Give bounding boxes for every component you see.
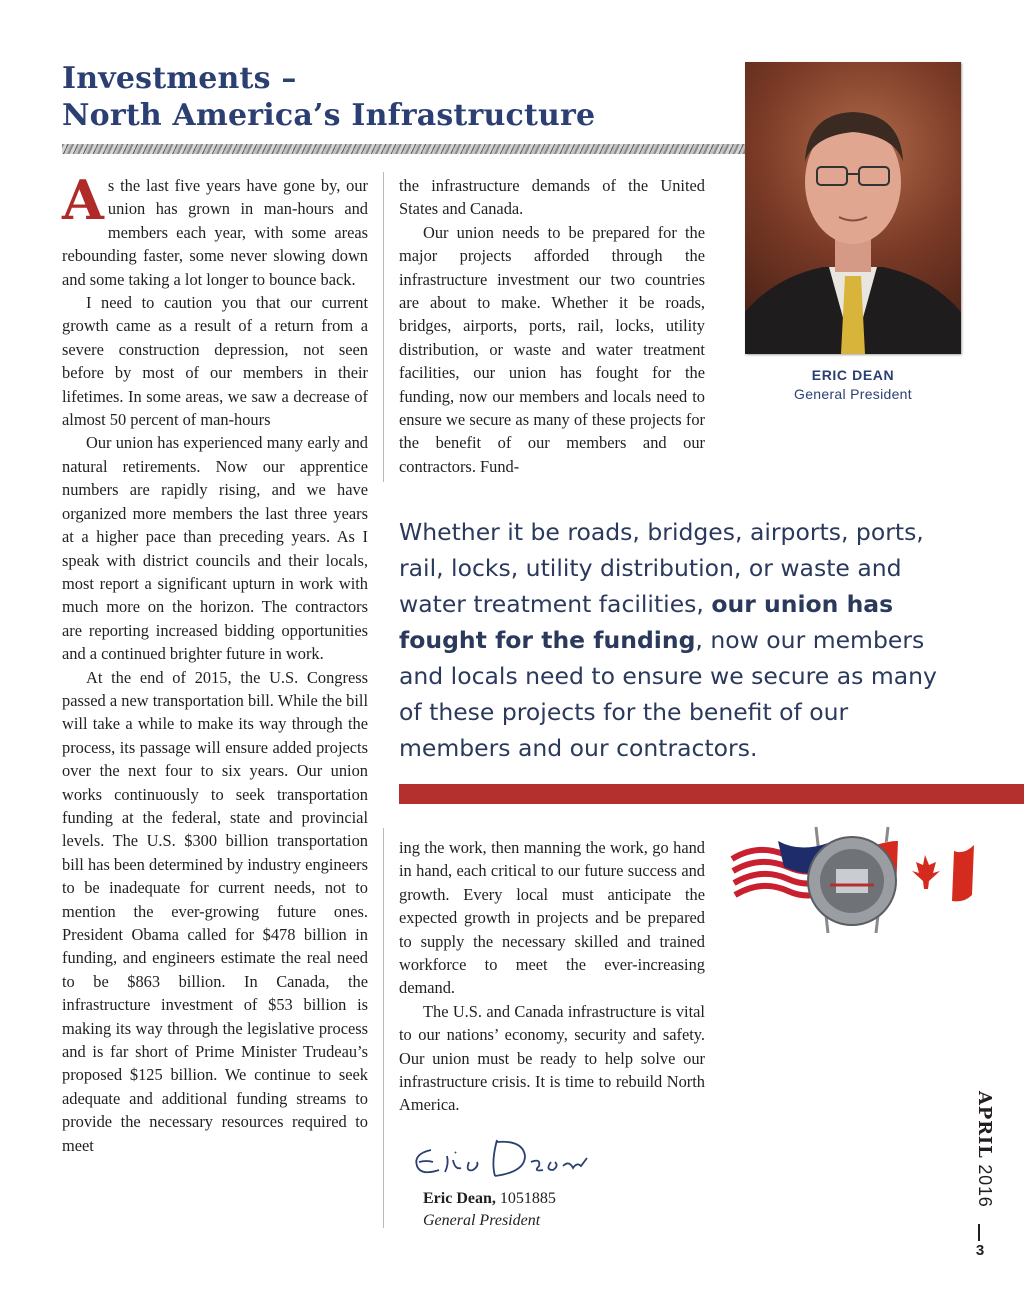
photo-caption	[745, 366, 961, 404]
article-paragraph: the infrastructure demands of the United States and Canada.	[399, 176, 705, 219]
page-number: 3	[975, 1242, 985, 1259]
issue-date	[969, 1091, 995, 1231]
caption-name: ERIC DEAN	[811, 367, 895, 383]
drop-cap: A	[62, 168, 104, 232]
title-line-1: Investments –	[62, 61, 297, 96]
article-paragraph: The U.S. and Canada infrastructure is vital to our nations’ economy, security and safety. Our union must be ready to help solve our infrastructure crisis. It is time to rebuild North America.	[399, 1001, 705, 1115]
pull-quote	[399, 514, 959, 766]
issue-month: APRIL	[974, 1091, 995, 1159]
paragraph-text: s the last five years have gone by, our union has grown in man-hours and members each year, with some areas rebounding faster, some never slowing down and some taking a lot longer to bounce back.	[62, 176, 368, 289]
portrait-illustration	[745, 62, 961, 354]
flags-illustration	[728, 815, 978, 935]
signature-name-line	[423, 1188, 556, 1210]
article-paragraph: ing the work, then manning the work, go hand in hand, each critical to our future success and growth. Every local must anticipate the expected growth in projects and be prepared to supply the necessary skilled and trained workforce to meet the ever-increasing demand.	[399, 838, 705, 998]
column-divider-top	[383, 172, 384, 482]
member-number: 1051885	[495, 1190, 556, 1207]
folio-rule	[978, 1224, 980, 1241]
pull-quote-emphasis: our union has fought for the funding	[399, 590, 894, 654]
article-paragraph: At the end of 2015, the U.S. Congress passed a new transportation bill. While the bill will take a while to make its way through the process, its passage will ensure added projects over the next four to six years. Our union works continuously to seek transportation funding at the federal, state and provincial levels. The U.S. $300 billion transportation bill has been determined by industry engineers to be inadequate for current needs, not to mention the ever-growing future ones. President Obama called for $478 billion in funding, and engineers estimate the real need to be $863 billion. In Canada, the infrastructure investment of $53 billion is making its way through the legislative process and is far short of Prime Minister Trudeau’s proposed $125 billion. We continue to seek adequate and additional funding streams to provide the necessary resources required to meet	[62, 667, 368, 1155]
article-paragraph: Our union needs to be prepared for the major projects afforded through the infrastructure investment our two countries are about to make. Whether it be roads, bridges, airports, ports, rail, locks, utility distribution, or waste and water treatment facilities, our union has fought for the funding, now our members and locals need to ensure we secure as many of these projects for the benefit of our members and our contractors. Fund-	[399, 222, 705, 476]
flags-emblem-graphic	[728, 815, 978, 935]
signature-role: General President	[423, 1212, 541, 1229]
article-paragraph	[62, 168, 368, 291]
article-title	[62, 60, 595, 134]
title-line-2: North America’s Infrastructure	[62, 98, 596, 133]
accent-bar	[399, 784, 1024, 804]
article-paragraph: Our union has experienced many early and natural retirements. Now our apprentice numbers are rapidly rising, and we have organized more members the last three years at a higher pace than preceding years. As I speak with district councils and their locals, most report a significant upturn in work with much more on the horizon. The contractors are reporting increased bidding opportunities and a continued brighter future in work.	[62, 433, 368, 664]
article-column-2	[399, 174, 705, 478]
title-texture-rule	[62, 144, 747, 154]
handwritten-signature	[405, 1132, 605, 1187]
article-paragraph: I need to caution you that our current growth came as a result of a return from a severe construction depression, not seen before by most of our members in their lifetimes. In some areas, we saw a decrease of almost 50 percent of man-hours	[62, 293, 368, 430]
column-divider-bottom	[383, 828, 384, 1228]
caption-role: General President	[794, 386, 912, 402]
pull-quote-text-end: , now our members and locals need to ensure we secure as many of these projects for the benefit of our members and our contractors.	[399, 626, 937, 762]
article-column-3	[399, 836, 705, 1117]
union-emblem-icon	[808, 837, 896, 925]
portrait-photo	[745, 62, 961, 354]
article-column-1	[62, 168, 368, 1157]
issue-year: 2016	[975, 1164, 995, 1208]
signature-name: Eric Dean,	[423, 1190, 496, 1207]
pull-quote-text: Whether it be roads, bridges, airports, ports, rail, locks, utility distribution, or waste and water treatment facilities,	[399, 518, 924, 618]
